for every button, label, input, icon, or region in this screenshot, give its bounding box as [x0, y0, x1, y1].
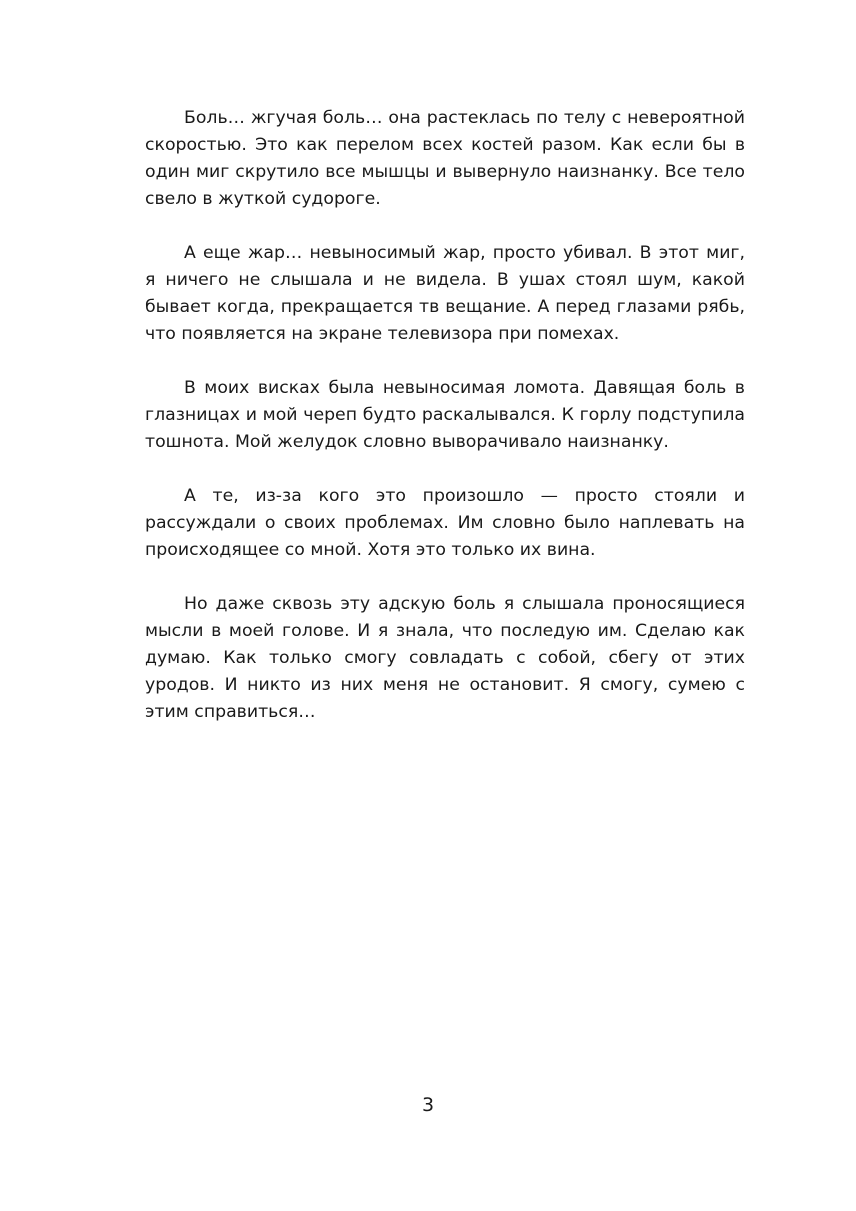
paragraph-1: Боль… жгучая боль… она растеклась по телу с невероятной скоростью. Это как перелом всех костей разом. Как если бы в один миг скрутило все мышцы и вывернуло наизнанку. Все тело свело в жуткой судороге. — [145, 108, 745, 209]
paragraph-3: В моих висках была невыносимая ломота. Давящая боль в глазницах и мой череп будто раскалывался. К горлу подступила тошнота. Мой желудок словно выворачивало наизнанку. — [145, 378, 745, 452]
page-number: 3 — [421, 1094, 435, 1116]
paragraph-4: А те, из-за кого это произошло — просто стояли и рассуждали о своих проблемах. Им словно было наплевать на происходящее со мной. Хотя это только их вина. — [145, 486, 745, 560]
body-text — [145, 105, 745, 753]
paragraph-2: А еще жар… невыносимый жар, просто убивал. В этот миг, я ничего не слышала и не видела. В ушах стоял шум, какой бывает когда, прекращается тв вещание. А перед глазами рябь, что появляется на экране телевизора при помехах. — [145, 243, 745, 344]
paragraph-5: Но даже сквозь эту адскую боль я слышала проносящиеся мысли в моей голове. И я знала, что последую им. Сделаю как думаю. Как только смогу совладать с собой, сбегу от этих уродов. И никто из них меня не остановит. Я смогу, сумею с этим справиться… — [145, 594, 745, 722]
